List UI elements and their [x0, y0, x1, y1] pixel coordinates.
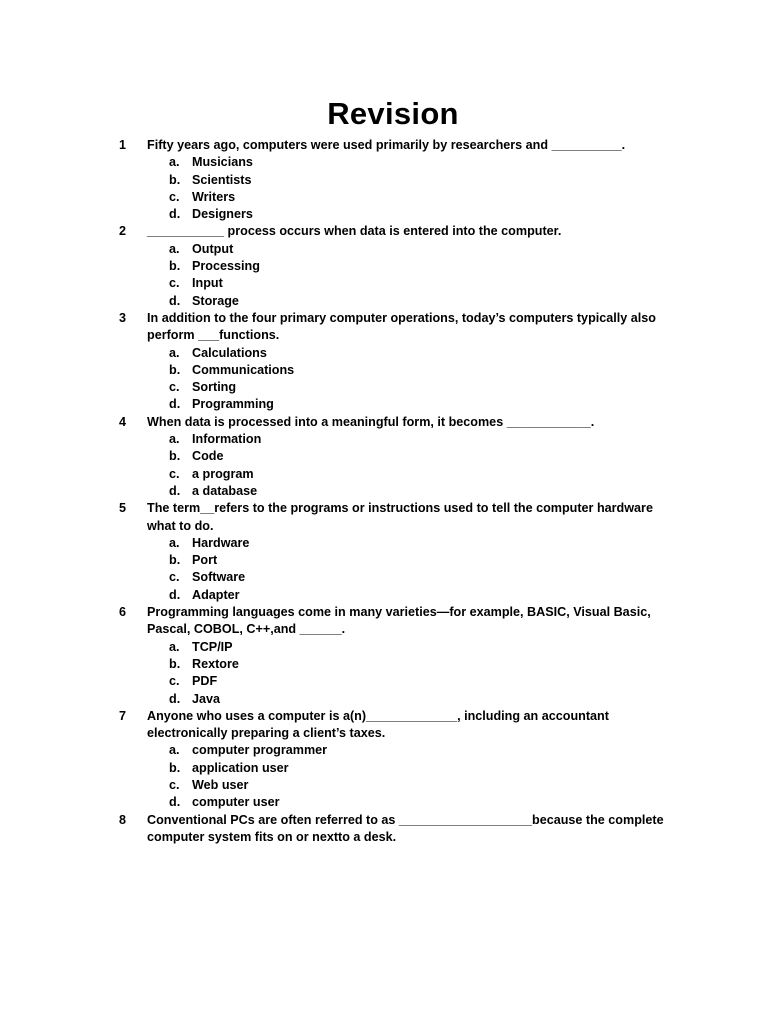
option-text: Hardware: [192, 535, 250, 550]
question-number: 5: [119, 501, 127, 516]
question-4: [0, 414, 768, 500]
option-text: Programming: [192, 397, 274, 412]
option-letter: d.: [169, 795, 181, 810]
option-text: Adapter: [192, 587, 240, 602]
option-text: Writers: [192, 189, 236, 204]
option-letter: d.: [169, 691, 181, 706]
question-text: Conventional PCs are often referred to as ___________________because the complete computer system fits on or nextto a desk.: [147, 812, 668, 844]
question-1: [0, 137, 768, 223]
question-number: 1: [119, 138, 127, 152]
question-number: 3: [119, 310, 127, 325]
option-a: [0, 639, 768, 656]
option-letter: c.: [169, 466, 180, 481]
option-letter: b.: [169, 553, 181, 568]
option-letter: a.: [169, 155, 180, 170]
option-text: computer user: [192, 795, 280, 810]
option-letter: b.: [169, 760, 181, 775]
option-text: Software: [192, 570, 246, 585]
option-letter: a.: [169, 432, 180, 447]
question-number: 8: [119, 812, 127, 827]
option-c: [0, 189, 768, 206]
option-c: [0, 379, 768, 396]
option-text: TCP/IP: [192, 639, 233, 654]
option-b: [0, 448, 768, 465]
option-letter: c.: [169, 570, 180, 585]
option-d: [0, 587, 768, 604]
option-d: [0, 293, 768, 310]
option-letter: c.: [169, 380, 180, 395]
question-text: ___________ process occurs when data is entered into the computer.: [147, 224, 562, 239]
option-letter: a.: [169, 345, 180, 360]
option-b: [0, 552, 768, 569]
option-d: [0, 691, 768, 708]
question-text: The term__refers to the programs or instructions used to tell the computer hardware what to do.: [147, 501, 657, 533]
option-b: [0, 760, 768, 777]
option-text: Designers: [192, 207, 253, 222]
option-letter: c.: [169, 777, 180, 792]
option-b: [0, 258, 768, 275]
option-text: Output: [192, 241, 234, 256]
option-letter: b.: [169, 362, 181, 377]
option-letter: b.: [169, 449, 181, 464]
option-letter: a.: [169, 535, 180, 550]
option-c: [0, 673, 768, 690]
question-8: [0, 812, 768, 847]
option-d: [0, 483, 768, 500]
option-letter: a.: [169, 743, 180, 758]
option-a: [0, 535, 768, 552]
option-letter: c.: [169, 189, 180, 204]
option-letter: d.: [169, 293, 181, 308]
question-number: 4: [119, 414, 127, 429]
option-letter: c.: [169, 674, 180, 689]
option-c: [0, 275, 768, 292]
question-list: [0, 137, 768, 846]
option-letter: a.: [169, 639, 180, 654]
question-text: In addition to the four primary computer operations, today’s computers typically also perform ___functions.: [147, 310, 660, 343]
question-3: [0, 310, 768, 414]
option-text: computer programmer: [192, 743, 328, 758]
page-title: Revision: [327, 96, 459, 131]
option-letter: d.: [169, 397, 181, 412]
question-2: [0, 223, 768, 309]
option-text: a program: [192, 466, 254, 481]
option-c: [0, 466, 768, 483]
option-b: [0, 172, 768, 189]
question-text: Anyone who uses a computer is a(n)_____________, including an accountant electronically preparing a client’s taxes.: [147, 708, 613, 741]
option-letter: d.: [169, 207, 181, 222]
question-5: [0, 500, 768, 604]
question-number: 7: [119, 708, 127, 723]
question-text: When data is processed into a meaningful form, it becomes ____________.: [147, 414, 595, 429]
option-b: [0, 656, 768, 673]
question-number: 6: [119, 605, 127, 620]
option-text: Port: [192, 553, 218, 568]
option-letter: b.: [169, 172, 181, 187]
question-7: [0, 708, 768, 812]
option-a: [0, 241, 768, 258]
option-text: Musicians: [192, 155, 253, 170]
option-letter: b.: [169, 656, 181, 671]
option-text: a database: [192, 483, 258, 498]
question-number: 2: [119, 224, 127, 239]
option-letter: c.: [169, 276, 180, 291]
option-text: Input: [192, 276, 223, 291]
option-text: Processing: [192, 259, 260, 274]
option-b: [0, 362, 768, 379]
question-text: Fifty years ago, computers were used primarily by researchers and __________.: [147, 138, 626, 152]
option-text: Rextore: [192, 656, 239, 671]
option-text: Code: [192, 449, 224, 464]
option-text: Calculations: [192, 345, 267, 360]
question-6: [0, 604, 768, 708]
option-d: [0, 206, 768, 223]
option-c: [0, 777, 768, 794]
option-letter: d.: [169, 587, 181, 602]
option-text: Java: [192, 691, 221, 706]
option-a: [0, 431, 768, 448]
option-letter: b.: [169, 259, 181, 274]
option-text: PDF: [192, 674, 218, 689]
option-letter: a.: [169, 241, 180, 256]
option-a: [0, 154, 768, 171]
option-text: Communications: [192, 362, 295, 377]
option-text: Scientists: [192, 172, 252, 187]
option-text: Web user: [192, 777, 249, 792]
option-a: [0, 345, 768, 362]
option-a: [0, 742, 768, 759]
option-d: [0, 396, 768, 413]
question-text: Programming languages come in many varieties—for example, BASIC, Visual Basic, Pascal, COBOL, C++,and ______.: [147, 605, 655, 637]
option-text: application user: [192, 760, 289, 775]
option-d: [0, 794, 768, 811]
option-text: Storage: [192, 293, 239, 308]
option-text: Information: [192, 432, 262, 447]
option-letter: d.: [169, 483, 181, 498]
option-text: Sorting: [192, 380, 237, 395]
option-c: [0, 569, 768, 586]
